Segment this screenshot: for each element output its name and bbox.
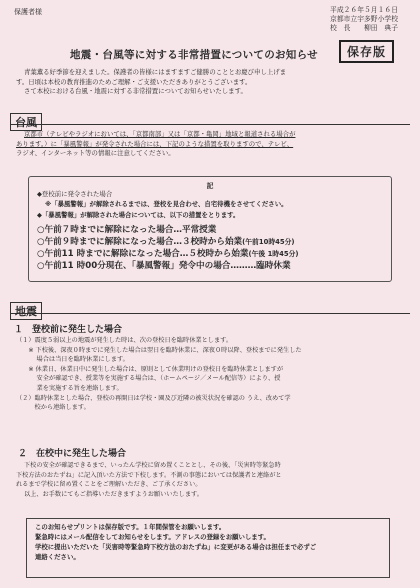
box-line: ◆登校前に発令された場合 [37,190,113,198]
before-school-title: １ 登校前に発生した場合 [14,325,123,335]
ki-label: 記 [206,182,214,190]
eq-line: 下校方法のおたずね」に記入頂いた方法で下校します。不測の事態においては保護者と連絡がと [16,471,282,479]
divider [10,124,410,125]
eq-line: 以上、お手数にてもご指導いただきますようお願いいたします。 [24,490,203,498]
option-7am: ○午前７時までに解除になった場合…平常授業 [37,225,217,235]
typhoon-heading: 台風 [10,113,42,131]
notice-line: 連絡ください。 [35,552,80,561]
eq-line: （１）震度５弱以上の地震が発生した時は、次の登校日を臨時休業とします。 [16,337,233,344]
option-closed: ○午前11 時00分現在、「暴風警報」発令中の場合………臨時休業 [37,261,291,271]
principal-name: 校 長 柳田 典子 [330,23,398,32]
box-line: ※「暴風警報」が解除されるまでは、登校を見合わせ、自宅待機をさせてください。 [45,200,288,208]
option-text: ○午前11 時までに解除になった場合…５校時から始業 [37,249,249,259]
eq-line: 場合は当日を臨時休業にします。 [16,356,129,364]
box-line: ◆「暴風警報」が解除された場合については、以下の措置をとります。 [37,211,240,219]
option-note: (午前10時45分) [242,238,295,246]
earthquake-heading: 地震 [10,302,42,320]
page-title: 地震・台風等に対する非常措置についてのお知らせ [70,49,318,61]
typhoon-line: あります。）に「暴風警報」が発令された場合には、下記のような措置を取りますので、テレビ、 [16,139,294,148]
during-school-title: ２ 在校中に発生した場合 [18,449,127,459]
option-11am [37,247,298,259]
notice-line: 学校に提出いただいた「災害時等緊急時下校方法のおたずね」に変更がある場合は担任まで必ずご [35,542,317,551]
intro-line: さて本校における台風・地震に対する非常措置についてお知らせいたします。 [24,87,247,96]
issue-date: 平成２６年５月１６日 [330,6,398,14]
typhoon-measures-box [28,176,392,282]
eq-line: 下校の安全が確認できるまで、いったん学校に留め置くこととし、その後、「災害時等緊急時 [24,462,281,469]
eq-line: れるまで学校に留め置くことをご理解いただき、ご了承ください。 [16,481,202,489]
school-name: 京都市立宇多野小学校 [330,14,398,23]
eq-line: 校から連絡します。 [16,404,90,412]
eq-line: （２）臨時休業とした場合、登校の再開日は学校・園及び近隣の被災状況を確認の うえ、改めて学 [16,394,291,402]
notice-box [26,518,390,578]
intro-line: 青葉薫る好季節を迎えました。保護者の皆様にはますますご健勝のこととお慶び申し上げま [24,68,287,76]
notice-line: このお知らせプリントは保存版です。１年間保管をお願いします。 [35,523,226,531]
eq-line: 安全が確認でき、授業等を実施する場合は、（ホームページ／メール配信等）により、授 [16,375,281,383]
typhoon-line: 京都市（テレビやラジオにおいては、「京都南部」又は「京都・亀岡」地域と報道される場合が [24,130,296,138]
divider [10,313,410,314]
addressee: 保護者様 [14,8,42,16]
typhoon-line: ラジオ、インターネット等の情報に注意してください。 [16,149,175,158]
option-note: (午後 1時45分) [248,250,299,258]
eq-line: ※ 下校後、深夜０時までに発生した場合は翌日を臨時休業に、深夜０時以降、登校までに発生した [16,346,302,354]
option-text: ○午前９時までに解除になった場合…３校時から始業 [37,237,243,247]
typhoon-text [16,130,408,159]
intro-text [16,68,408,97]
eq-line: 業を実施する旨を連絡します。 [16,385,123,393]
notice-line: 緊急時にはメール配信をしてお知らせをします。アドレスの登録をお願いします。 [35,532,270,541]
before-school-text [16,336,408,413]
intro-line: す。日頃は本校の教育推進のためご理解・ご支援いただきありがとうございます。 [16,77,252,86]
option-9am [37,235,294,247]
keep-stamp: 保存版 [339,40,394,63]
during-school-text [16,461,408,499]
eq-line: ※ 休業日、休業日中に発生した場合は、原則として休業明けの登校日を臨時休業としますが [16,365,284,373]
header-info [330,6,398,32]
